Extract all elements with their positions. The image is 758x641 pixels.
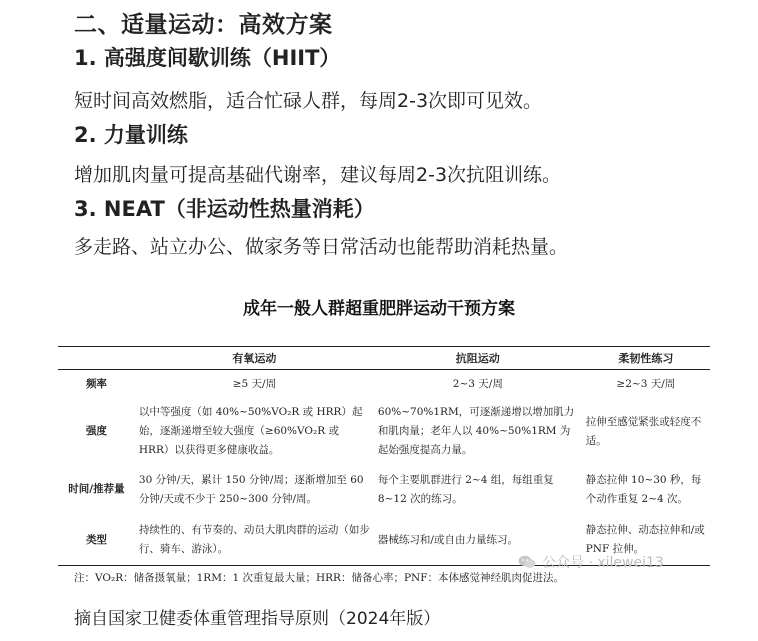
section-title: 二、适量运动：高效方案 (74, 12, 333, 38)
exercise-table (58, 346, 710, 566)
row-label: 时间/推荐量 (68, 483, 125, 495)
row-label: 强度 (85, 425, 107, 437)
source-citation: 摘自国家卫健委体重管理指导原则（2024年版） (74, 609, 441, 629)
table-cell: 持续性的、有节奏的、动员大肌肉群的运动（如步行、骑车、游泳）。 (135, 516, 374, 566)
table-cell: 2~3 天/周 (452, 378, 503, 391)
table-row (58, 370, 710, 400)
item-text-strength: 增加肌肉量可提高基础代谢率，建议每周2-3次抗阻训练。 (74, 164, 562, 186)
table-header-row (58, 347, 710, 370)
item-heading-neat: 3. NEAT（非运动性热量消耗） (74, 197, 375, 221)
wechat-icon (518, 555, 536, 569)
table-note: 注：VO₂R：储备摄氧量；1RM：1 次重复最大量；HRR：储备心率；PNF：本体感觉神经肌肉促进法。 (74, 572, 564, 584)
item-heading-hiit: 1. 高强度间歇训练（HIIT） (74, 46, 341, 70)
table-cell: 器械练习和/或自由力量练习。 (374, 516, 582, 566)
table-cell: 静态拉伸 10~30 秒，每个动作重复 2~4 次。 (585, 473, 702, 505)
table-cell: 60%~70%1RM，可逐渐递增以增加肌力和肌肉量；老年人以 40%~50%1RM 为起始强度提高力量。 (377, 406, 575, 456)
item-text-neat: 多走路、站立办公、做家务等日常活动也能帮助消耗热量。 (74, 236, 569, 258)
table-cell: 30 分钟/天，累计 150 分钟/周；逐渐增加至 60 分钟/天或不少于 250~300 分钟/周。 (138, 473, 364, 505)
table-cell: 以中等强度（如 40%~50%VO₂R 或 HRR）起始，逐渐递增至较大强度（≥60%VO₂R 或 HRR）以获得更多健康收益。 (138, 406, 363, 456)
table-header-aerobic: 有氧运动 (135, 347, 374, 370)
table-cell: 拉伸至感觉紧张或轻度不适。 (585, 415, 702, 447)
table-row (58, 464, 710, 516)
table-title: 成年一般人群超重肥胖运动干预方案 (243, 299, 515, 319)
table-cell: 每个主要肌群进行 2~4 组，每组重复 8~12 次的练习。 (377, 473, 554, 505)
table-row (58, 400, 710, 464)
table-cell: ≥5 天/周 (232, 378, 277, 391)
table-header-empty (58, 347, 135, 370)
item-text-hiit: 短时间高效燃脂，适合忙碌人群，每周2-3次即可见效。 (74, 90, 543, 112)
table-header-resistance: 抗阻运动 (374, 347, 582, 370)
table-cell: 静态拉伸、动态拉伸和/或 PNF 拉伸。 (582, 516, 710, 566)
item-heading-strength: 2. 力量训练 (74, 123, 188, 147)
table-header-flexibility: 柔韧性练习 (582, 347, 710, 370)
row-label: 类型 (58, 516, 135, 566)
watermark (518, 552, 664, 572)
table-cell: ≥2~3 天/周 (616, 378, 676, 391)
row-label: 频率 (85, 378, 107, 391)
watermark-text: 公众号 · xilewei13 (542, 555, 664, 571)
